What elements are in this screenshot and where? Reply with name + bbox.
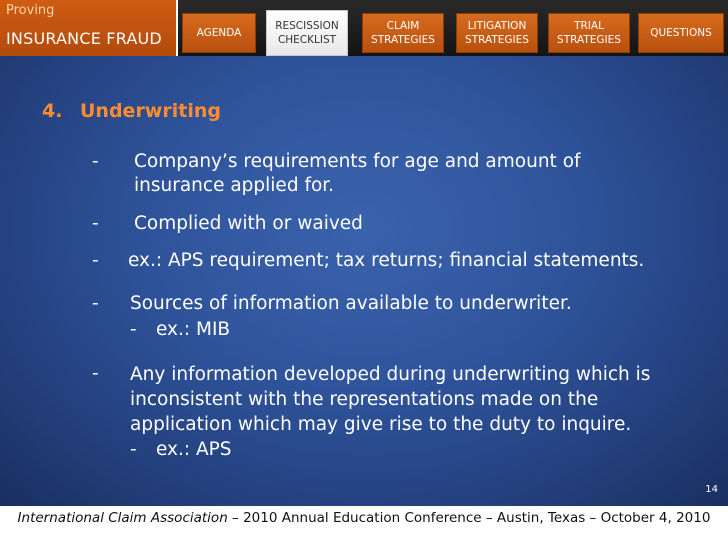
bullet-5-line-2: inconsistent with the representations made on the <box>130 389 599 410</box>
top-navigation-bar <box>0 0 728 56</box>
tab-claim-strategies[interactable] <box>362 13 444 53</box>
tab-rescission-label-1: RESCISSION <box>275 20 339 32</box>
bullet-5-sub-text: ex.: APS <box>156 439 232 460</box>
footer-organization: International Claim Association <box>17 510 228 526</box>
bullet-1 <box>134 150 581 198</box>
bullet-5-line-3: application which may give rise to the duty to inquire. <box>130 414 632 435</box>
bullet-4 <box>130 292 572 342</box>
bullet-4-sub-text: ex.: MIB <box>156 319 231 340</box>
bullet-5-sub <box>130 437 650 462</box>
tab-rescission-checklist[interactable] <box>266 10 348 56</box>
tab-questions[interactable] <box>638 13 724 53</box>
bullet-dash: - <box>92 293 99 314</box>
bullet-5 <box>130 362 650 462</box>
tab-litigation-label-2: STRATEGIES <box>465 34 529 46</box>
footer-event: – 2010 Annual Education Conference – Austin, Texas – October 4, 2010 <box>227 510 711 526</box>
page-number: 14 <box>705 484 718 495</box>
brand-line-2: INSURANCE FRAUD <box>6 29 162 48</box>
bullet-1-line-2: insurance applied for. <box>134 175 335 196</box>
bullet-5-line-1: Any information developed during underwriting which is <box>130 364 651 385</box>
tab-trial-label-2: STRATEGIES <box>557 34 621 46</box>
tab-rescission-label-2: CHECKLIST <box>277 34 337 46</box>
bullet-4-sub <box>130 318 572 342</box>
section-number: 4. <box>42 100 63 122</box>
tab-trial-label-1: TRIAL <box>574 20 604 32</box>
bullet-dash: - <box>92 250 99 271</box>
bullet-4-line-1: Sources of information available to underwriter. <box>130 293 572 314</box>
brand-line-1: Proving <box>6 3 55 18</box>
section-heading <box>42 100 221 122</box>
section-title: Underwriting <box>80 100 221 122</box>
tab-trial-strategies[interactable] <box>548 13 630 53</box>
bullet-dash: - <box>92 363 99 384</box>
tab-litigation-strategies[interactable] <box>456 13 538 53</box>
brand-block <box>0 0 178 56</box>
bullet-dash: - <box>92 151 99 172</box>
tab-questions-label: QUESTIONS <box>650 27 712 39</box>
tab-agenda[interactable] <box>182 13 256 53</box>
tab-claim-label-2: STRATEGIES <box>371 34 435 46</box>
tab-agenda-label: AGENDA <box>196 27 242 39</box>
bullet-dash: - <box>92 213 99 234</box>
sub-dash: - <box>130 439 137 460</box>
bullet-3: ex.: APS requirement; tax returns; financial statements. <box>128 250 645 271</box>
footer <box>0 510 728 526</box>
sub-dash: - <box>130 319 137 340</box>
bullet-2: Complied with or waived <box>134 213 363 234</box>
bullet-1-line-1: Company’s requirements for age and amount of <box>134 151 581 172</box>
tab-litigation-label-1: LITIGATION <box>467 20 527 32</box>
tab-claim-label-1: CLAIM <box>386 20 420 32</box>
